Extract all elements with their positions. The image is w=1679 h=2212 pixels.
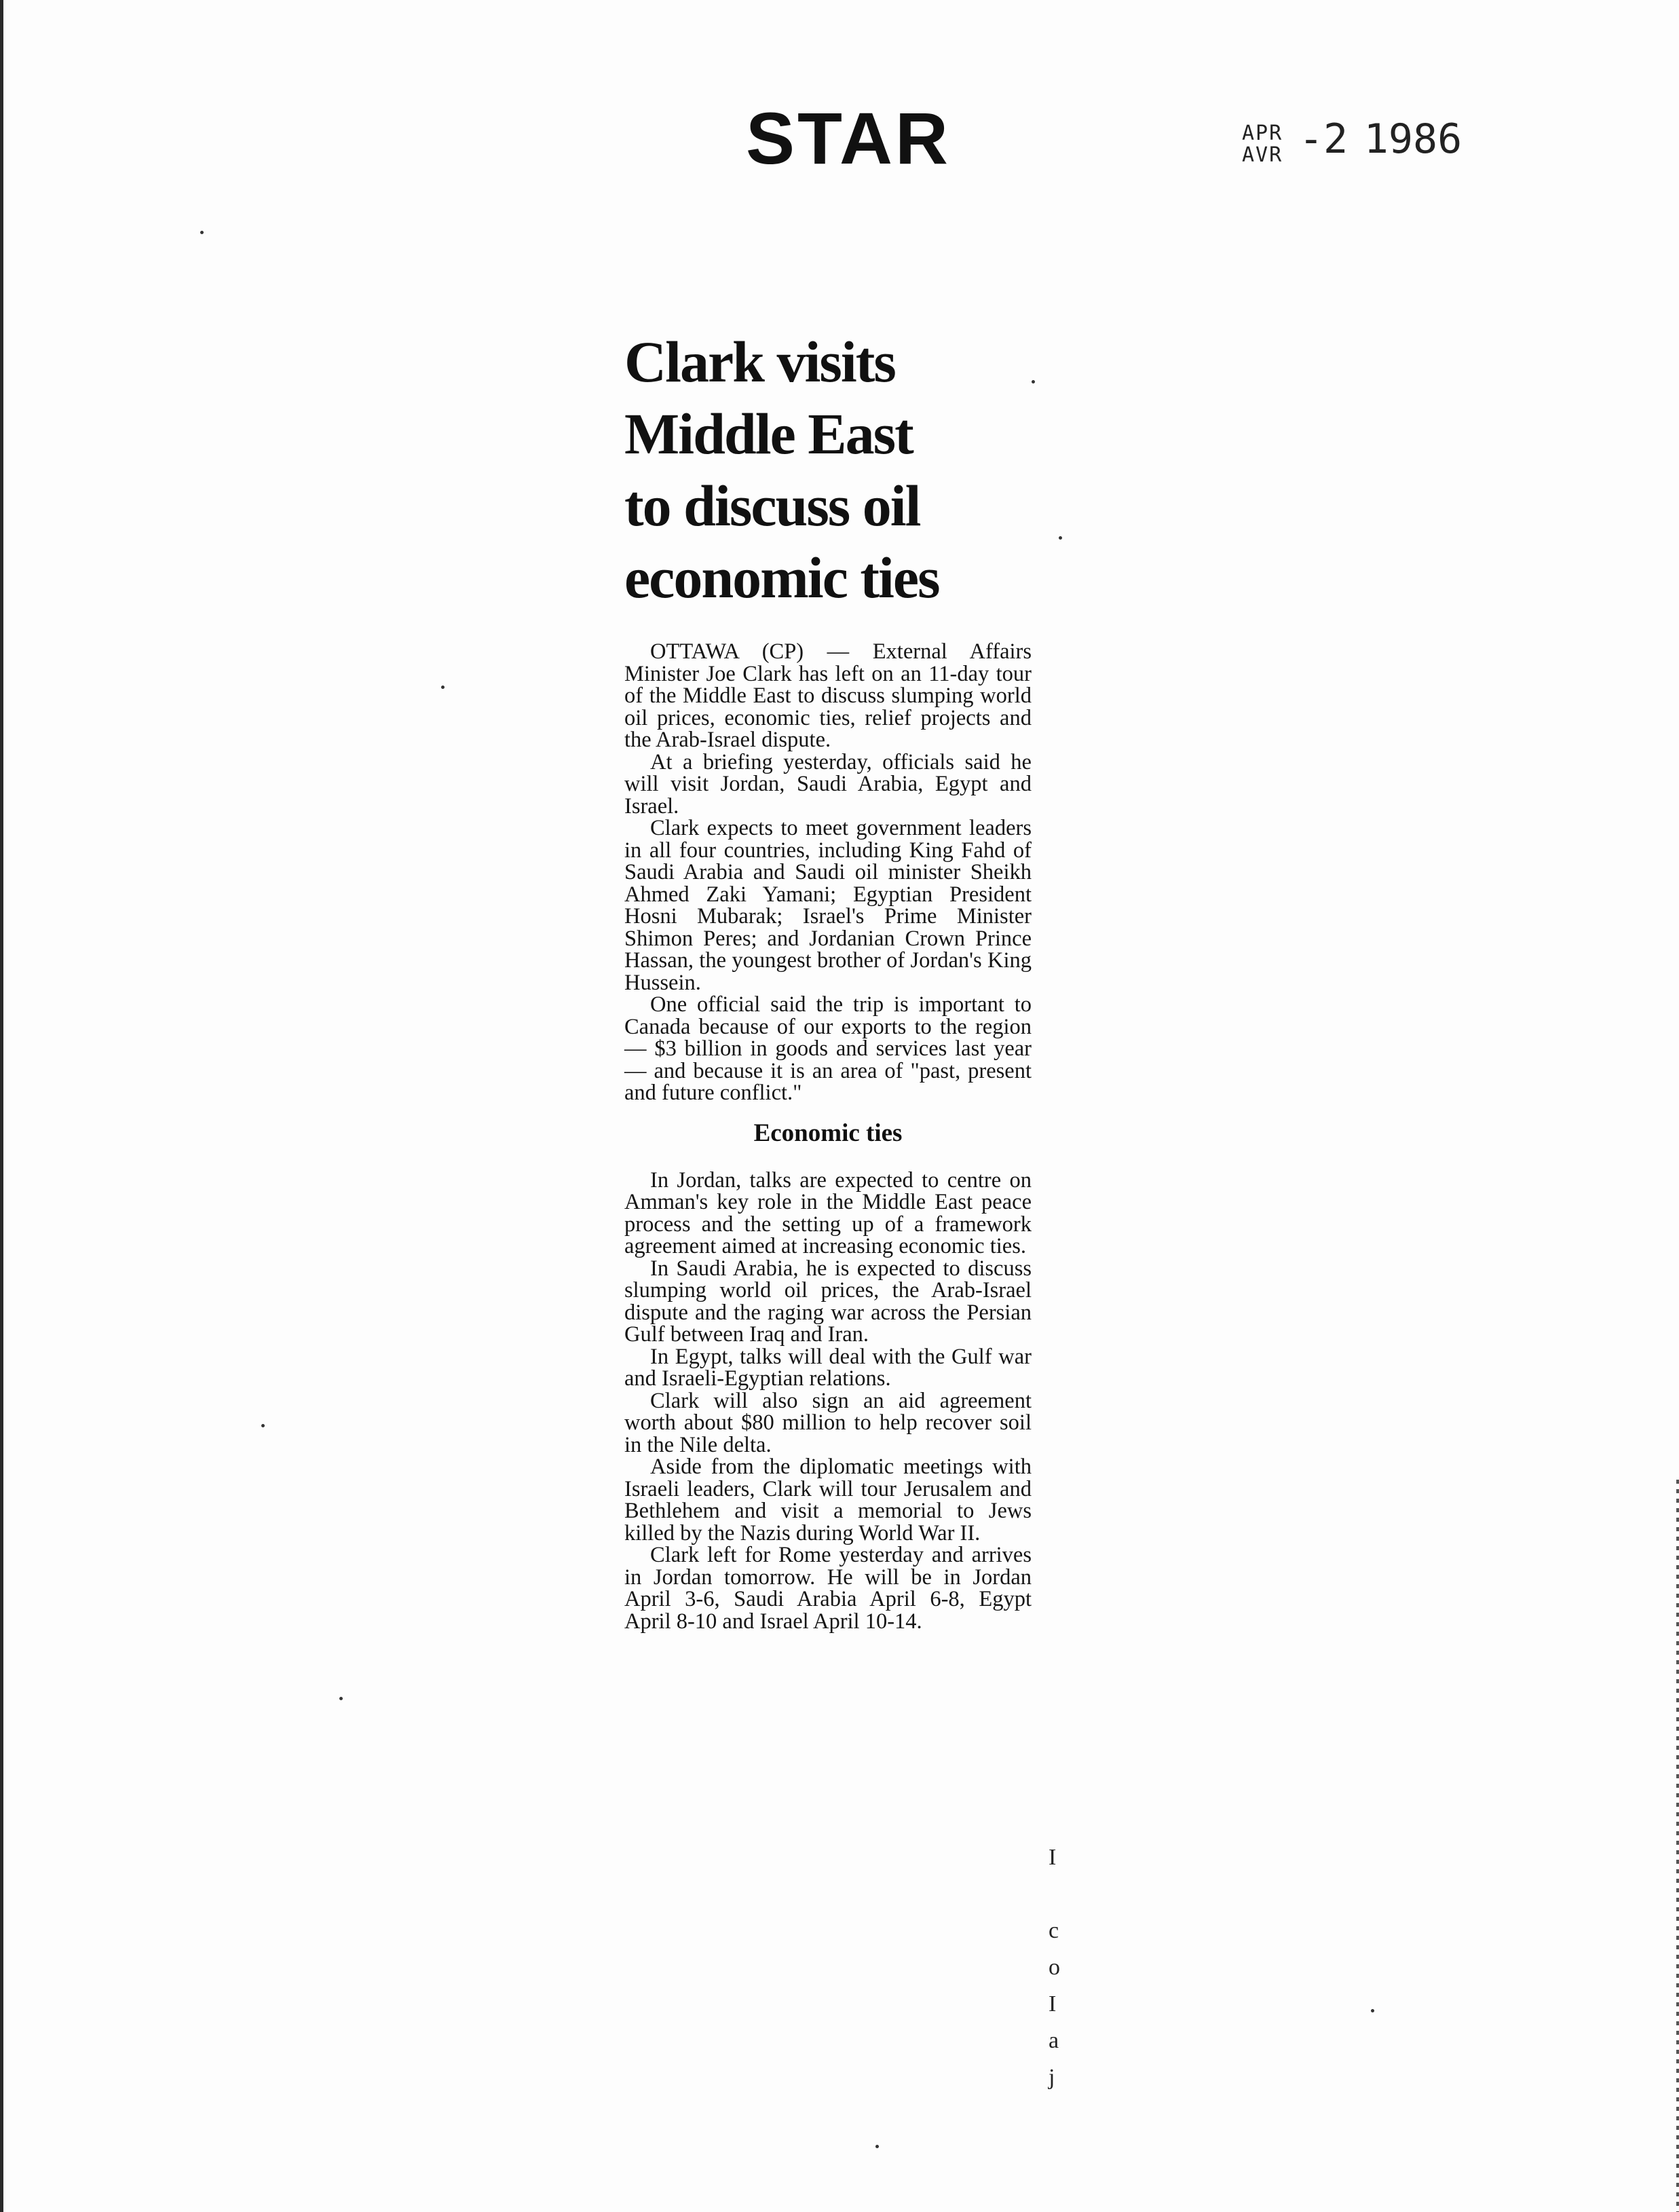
headline-line: Clark visits [624,329,895,394]
headline-line: Middle East [624,401,913,466]
headline-line: economic ties [624,545,939,610]
date-stamp-month-fr: AVR [1242,143,1283,167]
scan-speck [1059,536,1062,540]
article-subhead: Economic ties [753,1119,903,1147]
fragment-letter: I [1049,1991,1057,2017]
scan-speck [441,686,445,689]
article-paragraph: Clark expects to meet government leaders in all four countries, including King Fahd of Saudi Arabia and Saudi oil minister Sheikh Ahmed Zaki Yamani; Egyptian President Hosni Mubarak; Israel's Prime Minister Shimon Peres; and Jordanian Crown Prince Hassan, the youngest brother of Jordan's King Hussein. [624,816,1032,995]
article-paragraph: In Egypt, talks will deal with the Gulf war and Israeli-Egyptian relations. [624,1344,1032,1391]
article-paragraph: In Saudi Arabia, he is expected to discuss slumping world oil prices, the Arab-Israel dispute and the raging war across the Persian Gulf between Iraq and Iran. [624,1256,1032,1347]
fragment-letter: j [1049,2065,1055,2090]
scan-speck [261,1424,265,1427]
adjacent-column-fragments [1049,1839,1060,2096]
article-paragraph: In Jordan, talks are expected to centre on Amman's key role in the Middle East peace process and the setting up of a framework agreement aimed at increasing economic ties. [624,1167,1032,1258]
article-paragraph: One official said the trip is important to Canada because of our exports to the region — $3 billion in goods and services last year — and because it is an area of "past, present and future conflict." [624,992,1032,1105]
scan-speck [875,2145,879,2148]
article-paragraph: Clark will also sign an aid agreement worth about $80 million to help recover soil in the Nile delta. [624,1388,1032,1457]
fragment-letter: c [1049,1918,1059,1943]
article-paragraph: Clark left for Rome yesterday and arrives in Jordan tomorrow. He will be in Jordan April 3-6, Saudi Arabia April 6-8, Egypt April 8-10 and Israel April 10-14. [624,1543,1032,1634]
article-paragraph: At a briefing yesterday, officials said he will visit Jordan, Saudi Arabia, Egypt and Israel. [624,749,1032,819]
headline-line: to discuss oil [624,473,920,538]
article-body-part1 [624,641,1032,1104]
fragment-letter: o [1049,1955,1060,1980]
date-stamp-month [1242,123,1283,166]
fragment-letter: I [1049,1845,1057,1870]
scan-speck [1032,380,1035,383]
date-stamp-year: 1986 [1363,115,1463,163]
date-stamp [1242,115,1463,167]
scan-left-border [0,0,3,2212]
scan-right-edge [1676,1480,1679,2212]
article-paragraph: Aside from the diplomatic meetings with Israeli leaders, Clark will tour Jerusalem and Bethlehem and visit a memorial to Jews killed by the Nazis during World War II. [624,1455,1032,1545]
scan-speck [200,231,204,234]
article-paragraph: OTTAWA (CP) — External Affairs Minister Joe Clark has left on an 11-day tour of the Middle East to discuss slumping world oil prices, economic ties, relief projects and the Arab-Israel dispute. [624,639,1032,752]
newspaper-masthead: STAR [746,97,951,179]
date-stamp-day: -2 [1298,115,1348,163]
article-headline [624,326,1032,614]
scan-speck [1371,2009,1374,2012]
article-body-part2 [624,1169,1032,1633]
scan-speck [339,1697,343,1700]
date-stamp-month-en: APR [1242,121,1283,145]
news-clipping [624,326,1032,1632]
fragment-letter: a [1049,2028,1059,2053]
